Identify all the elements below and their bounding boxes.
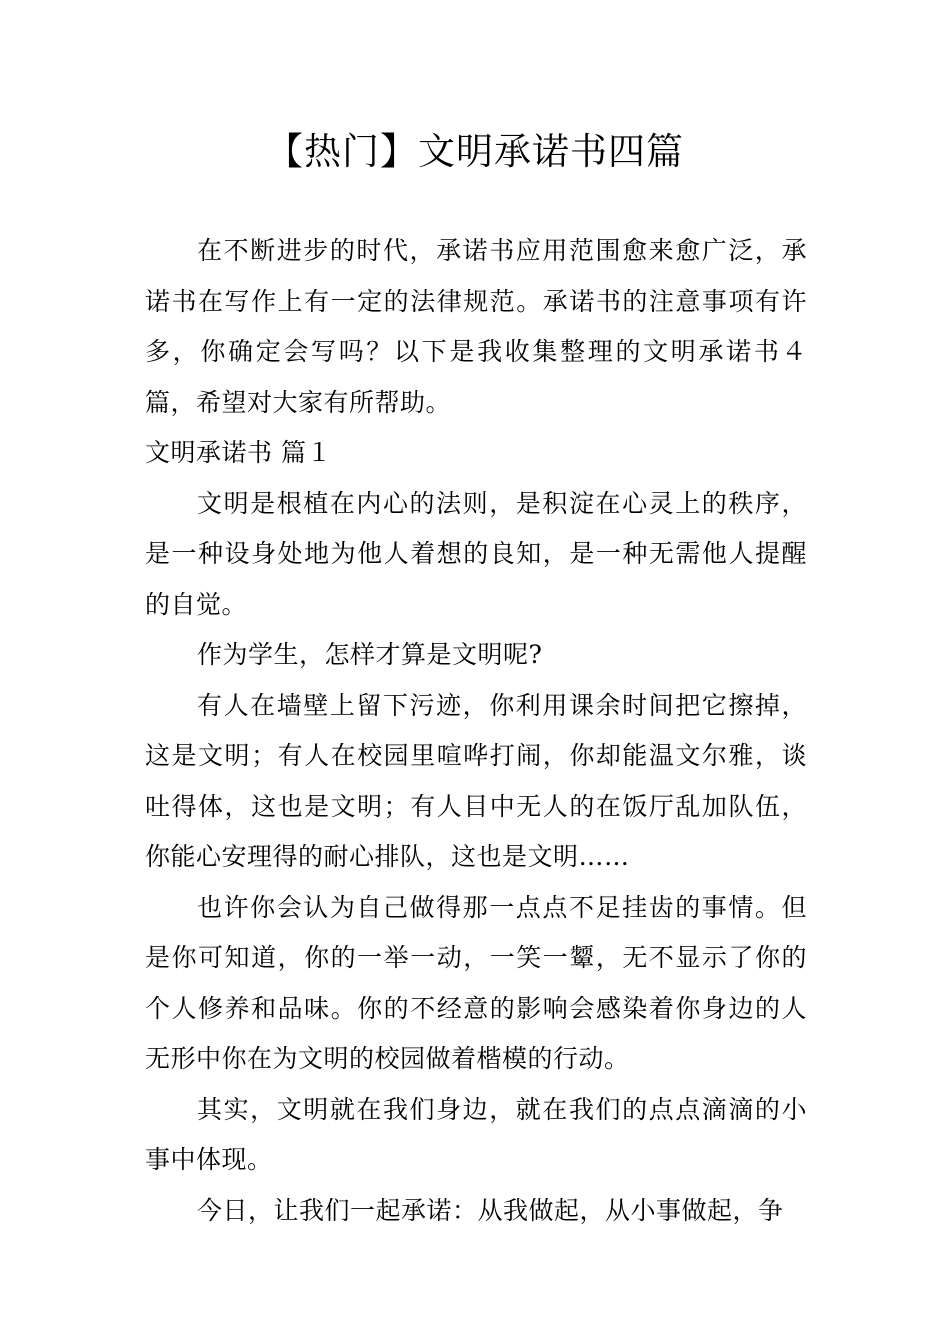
body-paragraph: 作为学生，怎样才算是文明呢? bbox=[197, 640, 543, 669]
document-title: 【热门】文明承诺书四篇 bbox=[266, 130, 684, 173]
body-paragraph: 今日，让我们一起承诺：从我做起，从小事做起，争 bbox=[197, 1195, 784, 1225]
body-paragraph: 文明是根植在内心的法则，是积淀在心灵上的秩序，是一种设身处地为他人着想的良知，是一种无需他人提醒的自觉。 bbox=[145, 488, 807, 619]
body-paragraph: 也许你会认为自己做得那一点点不足挂齿的事情。但是你可知道，你的一举一动，一笑一颦，无不显示了你的个人修养和品味。你的不经意的影响会感染着你身边的人无形中你在为文明的校园做着楷模的行动。 bbox=[145, 892, 807, 1073]
section-heading: 文明承诺书 篇１ bbox=[145, 438, 332, 467]
body-paragraph: 有人在墙壁上留下污迹，你利用课余时间把它擦掉，这是文明；有人在校园里喧哗打闹，你却能温文尔雅，谈吐得体，这也是文明；有人目中无人的在饭厅乱加队伍，你能心安理得的耐心排队，这也是文明…… bbox=[145, 690, 807, 871]
intro-paragraph: 在不断进步的时代，承诺书应用范围愈来愈广泛，承诺书在写作上有一定的法律规范。承诺书的注意事项有许多，你确定会写吗？以下是我收集整理的文明承诺书４篇，希望对大家有所帮助。 bbox=[145, 236, 807, 417]
body-paragraph: 其实，文明就在我们身边，就在我们的点点滴滴的小事中体现。 bbox=[145, 1094, 807, 1174]
document-body bbox=[145, 226, 807, 1236]
